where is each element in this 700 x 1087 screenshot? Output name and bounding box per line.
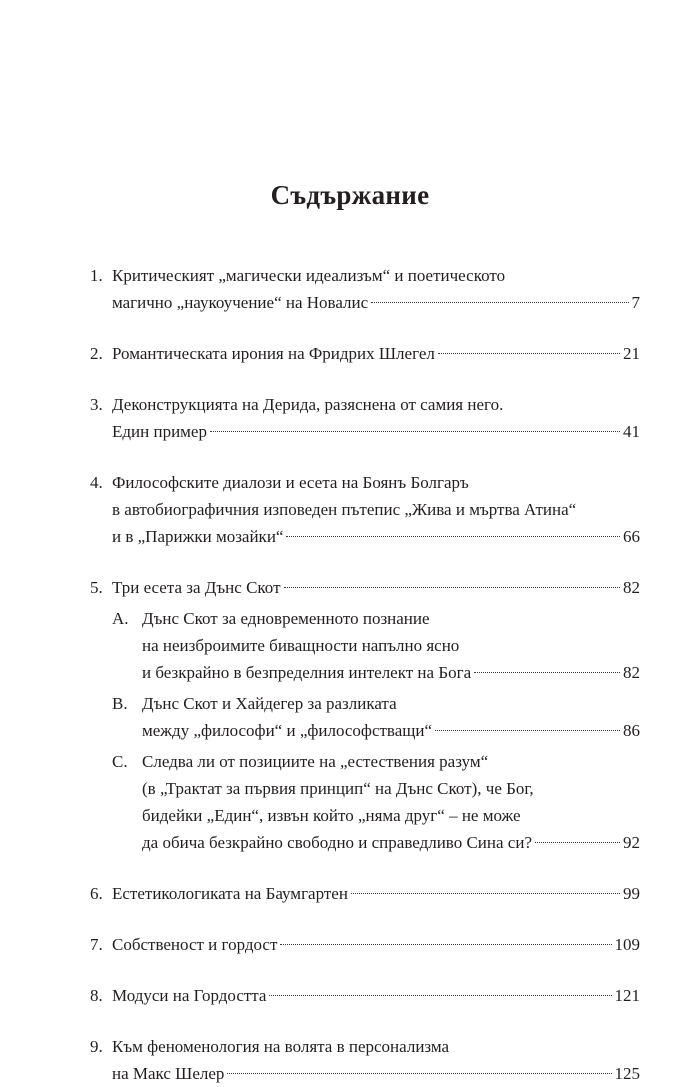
entry-last-line: [112, 880, 640, 907]
entry-number: 9.: [90, 1037, 103, 1056]
entry-body: [112, 262, 640, 316]
page-number: 99: [623, 884, 640, 903]
entry-last-line: [112, 982, 640, 1009]
entry-number: 4.: [90, 473, 103, 492]
entry-last-line: [112, 1060, 640, 1087]
toc-entry: [90, 262, 640, 316]
entry-number: 6.: [90, 884, 103, 903]
entry-number: 1.: [90, 266, 103, 285]
dot-leader: [284, 587, 620, 588]
entry-title-text: между „философи“ и „философстващи“: [142, 721, 432, 740]
entry-title-text: и безкрайно в безпределния интелект на Бога: [142, 663, 472, 682]
entry-number: 8.: [90, 986, 103, 1005]
toc-entry: [90, 391, 640, 445]
toc-entry: [90, 982, 640, 1009]
entry-title-text: Модуси на Гордостта: [112, 986, 267, 1005]
entry-title-line: Дънс Скот за едновременното познание: [142, 609, 430, 628]
page-title: Съдържание: [270, 180, 430, 210]
dot-leader: [269, 995, 611, 996]
entry-title-line: Деконструкцията на Дерида, разяснена от самия него.: [112, 395, 504, 414]
subentry-body: [142, 748, 640, 856]
entry-last-line: [142, 717, 640, 744]
dot-leader: [286, 536, 620, 537]
entry-body: [112, 340, 640, 367]
entry-title-line: Следва ли от позициите на „естествения разум“: [142, 752, 489, 771]
page-number: 121: [614, 986, 640, 1005]
toc-entry: [90, 1033, 640, 1087]
page-number: 109: [614, 935, 640, 954]
entry-last-line: [112, 523, 640, 550]
entry-body: [112, 931, 640, 958]
entry-last-line: [112, 289, 640, 316]
entry-body: [112, 880, 640, 907]
entry-last-line: [142, 829, 640, 856]
toc-subentry: [112, 690, 640, 744]
dot-leader: [227, 1073, 611, 1074]
entry-title-text: магично „наукоучение“ на Новалис: [112, 293, 369, 312]
entry-number: 3.: [90, 395, 103, 414]
subentry-letter: A.: [112, 609, 129, 628]
entry-body: [112, 1033, 640, 1087]
dot-leader: [474, 672, 620, 673]
dot-leader: [280, 944, 611, 945]
toc-subentry: [112, 748, 640, 856]
page-number: 41: [623, 422, 640, 441]
page-number: 125: [614, 1064, 640, 1083]
entry-body: [112, 574, 640, 601]
entry-last-line: [112, 574, 640, 601]
dot-leader: [438, 353, 620, 354]
entry-title-text: Три есета за Дънс Скот: [112, 578, 281, 597]
entry-title-text: Собственост и гордост: [112, 935, 278, 954]
entry-title-text: на Макс Шелер: [112, 1064, 225, 1083]
entry-number: 7.: [90, 935, 103, 954]
dot-leader: [535, 842, 620, 843]
toc-entry: [90, 469, 640, 550]
entry-title-text: Романтическата ирония на Фридрих Шлегел: [112, 344, 435, 363]
entry-last-line: [112, 418, 640, 445]
table-of-contents: [90, 262, 640, 1087]
entry-title-text: и в „Парижки мозайки“: [112, 527, 284, 546]
entry-number: 5.: [90, 578, 103, 597]
page-number: 21: [623, 344, 640, 363]
dot-leader: [435, 730, 620, 731]
page-number: 82: [623, 578, 640, 597]
entry-title-line: Дънс Скот и Хайдегер за разликата: [142, 694, 397, 713]
subentry-body: [142, 605, 640, 686]
dot-leader: [371, 302, 628, 303]
entry-title-line: Философските диалози и есета на Боянъ Болгаръ: [112, 473, 469, 492]
entry-title-text: Един пример: [112, 422, 207, 441]
subentry-body: [142, 690, 640, 744]
entry-title-text: да обича безкрайно свободно и справедливо Сина си?: [142, 833, 532, 852]
toc-entry: [90, 880, 640, 907]
entry-number: 2.: [90, 344, 103, 363]
subsection-list: [90, 605, 640, 856]
entry-body: [112, 982, 640, 1009]
entry-body: [112, 391, 640, 445]
entry-last-line: [112, 931, 640, 958]
toc-entry: [90, 574, 640, 856]
dot-leader: [210, 431, 620, 432]
page-number: 86: [623, 721, 640, 740]
page-number: 92: [623, 833, 640, 852]
entry-last-line: [112, 340, 640, 367]
subentry-letter: B.: [112, 694, 128, 713]
entry-title-line: Към феноменология на волята в персонализма: [112, 1037, 450, 1056]
toc-entry: [90, 340, 640, 367]
entry-title-line: на неизброимите биващности напълно ясно: [142, 636, 460, 655]
subentry-letter: C.: [112, 752, 128, 771]
entry-title-line: в автобиографичния изповеден пътепис „Жива и мъртва Атина“: [112, 500, 577, 519]
entry-title-text: Естетикологиката на Баумгартен: [112, 884, 348, 903]
entry-body: [112, 469, 640, 550]
entry-last-line: [142, 659, 640, 686]
entry-title-line: (в „Трактат за първия принцип“ на Дънс Скот), че Бог,: [142, 779, 534, 798]
page-number: 7: [631, 293, 640, 312]
page-number: 66: [623, 527, 640, 546]
entry-title-line: Критическият „магически идеализъм“ и поетическото: [112, 266, 506, 285]
dot-leader: [351, 893, 620, 894]
entry-title-line: бидейки „Един“, извън който „няма друг“ – не може: [142, 806, 521, 825]
page-number: 82: [623, 663, 640, 682]
toc-subentry: [112, 605, 640, 686]
toc-entry: [90, 931, 640, 958]
